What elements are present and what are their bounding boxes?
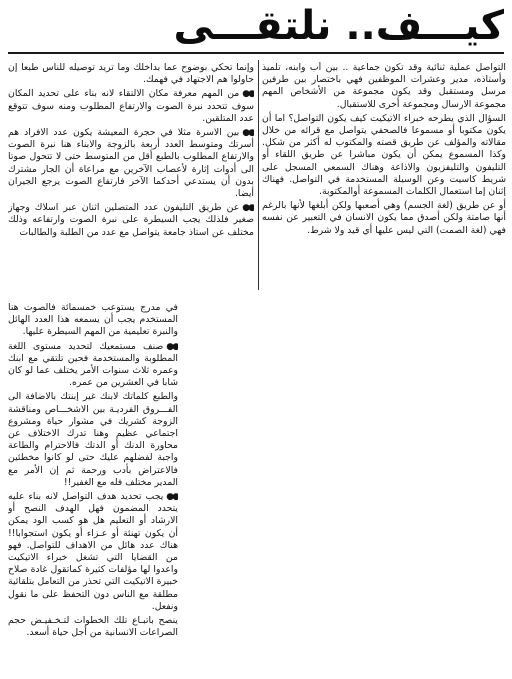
paragraph-text: عن طريق التليفون عدد المتصلين اثنان عبر اسلاك وجهاز صغير فلذلك يجب السيطرة على نبرة الصوت وارتفاعه وذلك مختلف عن استاذ جامعة يتواصل مع عدد من الطلبة والطالبات [8, 202, 254, 238]
paragraph [8, 302, 178, 339]
headline: كيـــف.. نلتقـــى [173, 3, 504, 49]
paragraph-text: بين الاسرة مثلا في حجرة المعيشة يكون عدد الافراد هم أسرتك ومتوسط العدد أربعة بالزوجة والابناء هنا نبرة الصوت والارتفاع المطلوب بالطبع أقل من المتوسط حتى لا تتحول صوتا الى أدوات إثارة لأعصاب الآخرين مع مراعاة أن الجار مشترك بدون أن يستدعي أحدكما الآخر فارتفاع الصوت يرجع الجيران أيضا. [8, 127, 254, 200]
paragraph-text: ينصح باتبـاع تلك الخطوات لتـخـفيـض حجم الصراعات الانسانية من أجل حياة أسعد. [8, 615, 178, 639]
paragraph-text: يجب تحديد هدف التواصل لانه بناء عليه يتحدد المضمون فهل الهدف النصح أو الارشاد أو التعليم هل هو كسب الود يمكن أن يكون تهنئة أو عـزاء أو يكون استجوابا!! هناك عدد هائل من الاهداف للتواصل. فهو من القضايا التي تشغل خبراء الاتيكيت واعدوا لها مؤلفات كثيرة كماتقول غادة صلاح خبيرة الاتيكيت التي تحذر من التعامل بتلقائية مطلقة مع الناس دون التحفظ على ما نقول ونفعل. [8, 491, 178, 612]
bullet-icon: ●● [242, 128, 254, 139]
paragraph [8, 88, 254, 125]
paragraph-text: في مدرج يستوعب خمسمائة فالصوت هنا المستخدم يجب أن يسمعه هذا العدد الهائل والنبرة تعليمية من المهم السيطرة عليها. [8, 302, 178, 338]
left-top-column [8, 62, 254, 298]
right-column [262, 62, 506, 286]
paragraph-text: من المهم معرفة مكان الالتقاء لانه بناء على تحديد المكان سوف تتحدد نبرة الصوت والارتفاع المطلوب ومنه سوف تتوقع عدد المتلقين. [8, 88, 254, 124]
bullet-icon: ●● [166, 492, 178, 503]
paragraph [8, 341, 178, 390]
paragraph [8, 202, 254, 239]
paragraph: التواصل عملية ثنائية وقد تكون جماعية .. بين أب وابنه، تلميذ وأستاذه، مدير وعشرات الموظفين فهي باختصار بين طرفين مرسل ومستقبل وقد يكون مجموعة من الأشخاص المهم مجموعة الارسال ومجموعة أخرى للاستقبال. [262, 62, 506, 110]
paragraph-text: والطبع كلماتك لابنك غير إبنتك بالاضافة الى الفـــروق الفرديـة بين الاشخـــاص ومناقشة الزوجة كشريك في مشوار حياة ومشروع اجتماعي عظيم وهنا تدرك الاختلاف عن محاورة الدنك أو الدتك فالاحترام والطاعة واجبة لفضلهم عليك حتى لو كانوا مخطئين فالاعتراض بأدب ورحمة ثم إن الأمر مع المدير مختلف فله مع الغفير!! [8, 391, 178, 488]
paragraph [8, 491, 178, 613]
bullet-icon: ●● [166, 341, 178, 352]
paragraph [8, 391, 178, 489]
headline-rule [8, 52, 504, 54]
column-rule [258, 60, 259, 290]
paragraph-text: صنف مستمعيك لتحديد مستوى اللغة المطلوبة والمستخدمة فحين تلتقي مع ابنك وعمره ثلاث سنوات الأمر يختلف عما لو كان شابا في العشرين من عمره. [8, 340, 178, 389]
paragraph [8, 62, 254, 86]
bullet-icon: ●● [242, 203, 254, 214]
bullet-icon: ●● [242, 89, 254, 100]
paragraph: أو عن طريق (لغة الجسم) وهي أصعبها ولكن أبلغها لأنها بالرغم أنها صامتة ولكن أصدق مما يكون الانسان في التعبير عن نفسه فهي (لغة الصمت) التي ليس عليها أي قيد ولا شرط. [262, 200, 506, 236]
paragraph [8, 615, 178, 639]
paragraph-text: وإنما تحكي بوضوح عما بداخلك وما تريد توصيله للناس طبعا إن حاولوا هم الاجتهاد في فهمك. [8, 62, 254, 86]
left-column [8, 302, 178, 676]
paragraph: السؤال الذي يطرحه خبراء الاتيكيت كيف يكون التواصل؟ اما أن يكون مكتوبا أو مسموعا فالصحفي يتواصل مع قرائه من خلال مقالاته والمؤلف عن طريق قصته والمكتوب له أكثر من شكل. وكذا المسموع يمكن أن يكون مباشرا عن طريق اللقاء أو التليفون والتليفزيون والاذاعة وهناك السمعي المسجل على شريط كاسيت وعن الوسيلة المستخدمة في التواصل. فهناك إثنان إما استعمال الكلمات المسموعة أوالمكتوبة. [262, 112, 506, 198]
paragraph [8, 127, 254, 200]
